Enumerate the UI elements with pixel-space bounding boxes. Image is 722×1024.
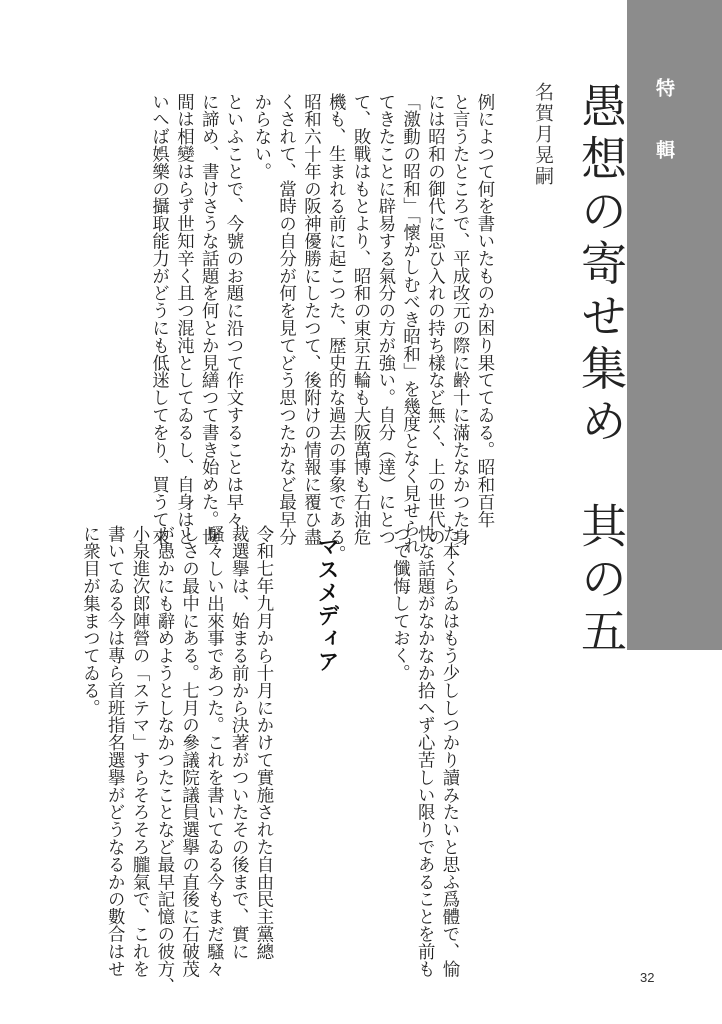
text-column: くされて、當時の自分が何を見てどう思つたかなど最早分 (275, 93, 296, 546)
text-column: 騷々しい出來事であつた。これを書いてゐる今もまだ騷々 (203, 525, 224, 978)
text-column: 機も、生まれる前に起こつた、歴史的な過去の事象である。 (325, 93, 346, 563)
body-paragraph-4 (77, 525, 275, 995)
text-column: 裁選擧は、始まる前から決著がついたその後まで、實に (228, 525, 249, 960)
body-paragraph-1 (248, 93, 496, 563)
author-name: 名賀月晃嗣 (532, 82, 554, 187)
body-paragraph-3 (387, 525, 461, 977)
text-column: つて懺悔しておく。 (389, 525, 410, 682)
text-column: からない。 (250, 93, 271, 180)
text-column: には昭和の御代に思ひ入れの持ち樣など無く、上の世代の (424, 93, 445, 546)
text-column: てきたことに辟易する氣分の方が強い。自分（達）にとつ (374, 93, 395, 546)
section-heading: マスメディア (314, 535, 339, 673)
text-column: た本くらゐはもう少ししつかり讀みたいと思ふ爲體で、愉 (439, 525, 459, 978)
text-column: と言うたところで、平成改元の際に齢十に滿たなかつた身 (449, 93, 470, 546)
text-column: 快な話題がなかなか拾へず心苦しい限りであることを前も (414, 525, 435, 978)
body-paragraph-2 (146, 93, 245, 545)
text-column: 小泉進次郎陣營の「ステマ」すらそろそろ朧氣で、これを (129, 525, 150, 978)
text-column: に衆目が集まつてゐる。 (79, 525, 100, 717)
text-column: しさの最中にある。七月の參議院議員選擧の直後に石破茂 (178, 525, 199, 978)
text-column: 間は相變はらず世知辛く且つ混沌としてゐるし、自身はと (173, 93, 194, 546)
section-label: 特輯 (653, 78, 675, 202)
text-column: 例によつて何を書いたものか困り果ててゐる。昭和百年 (474, 93, 494, 528)
text-column: 「激動の昭和」「懷かしむべき昭和」を幾度となく見せられ (399, 93, 420, 555)
text-column: といふことで、今號のお題に沿つて作文することは早々 (223, 93, 243, 528)
text-column: て、敗戰はもとより、昭和の東京五輪も大阪萬博も石油危 (350, 93, 371, 546)
text-column: に諦め、書けさうな話題を何とか見繕つて書き始めた。世 (198, 93, 219, 546)
page-number: 32 (640, 970, 655, 985)
text-column: いへば娯樂の攝取能力がどうにも低迷してをり、買うて來 (148, 93, 169, 546)
text-column: が愚かにも辭めようとしなかつたことなど最早記憶の彼方、 (153, 525, 174, 995)
article-title: 愚想の寄せ集め 其の五 (574, 82, 628, 660)
text-column: 昭和六十年の阪神優勝にしたつて、後附けの情報に覆ひ盡 (300, 93, 321, 546)
text-column: 書いてゐる今は專ら首班指名選擧がどうなるかの數合はせ (104, 525, 125, 978)
text-column: 令和七年九月から十月にかけて實施された自由民主黨總 (253, 525, 273, 960)
